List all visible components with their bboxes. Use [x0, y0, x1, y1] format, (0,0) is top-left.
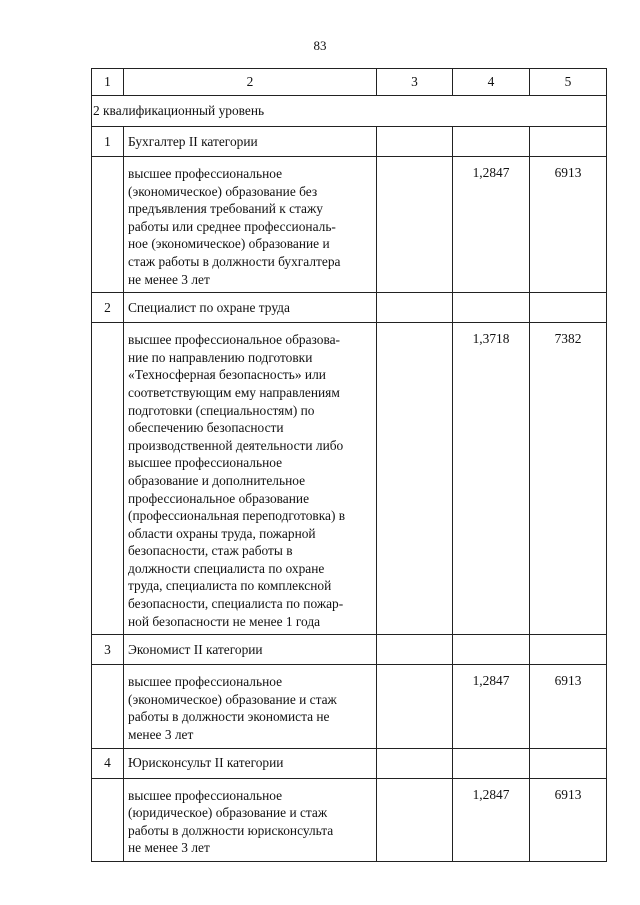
- position-name: Экономист II категории: [124, 635, 377, 665]
- coefficient-value: 1,2847: [453, 665, 530, 748]
- header-row: [92, 69, 607, 96]
- requirements-row: [92, 157, 607, 293]
- qualification-table: [91, 68, 607, 862]
- requirements-line: должности специалиста по охране: [128, 560, 325, 576]
- coefficient-value: 1,3718: [453, 323, 530, 635]
- empty-cell: [453, 635, 530, 665]
- requirements-line: работы в должности юрисконсульта: [128, 822, 334, 838]
- requirements-line: (профессиональная переподготовка) в: [128, 508, 346, 524]
- position-name: Бухгалтер II категории: [124, 127, 377, 157]
- requirements-line: профессиональное образование: [128, 490, 310, 506]
- requirements-text: [124, 157, 377, 293]
- requirements-line: не менее 3 лет: [128, 840, 210, 856]
- requirements-line: менее 3 лет: [128, 727, 194, 743]
- qualification-level-label: 2 квалификационный уровень: [92, 96, 607, 127]
- requirements-line: обеспечению безопасности: [128, 420, 284, 436]
- empty-cell: [530, 293, 607, 323]
- empty-cell: [377, 323, 453, 635]
- empty-cell: [530, 127, 607, 157]
- empty-cell: [377, 665, 453, 748]
- position-row: [92, 293, 607, 323]
- empty-cell: [453, 748, 530, 778]
- qualification-level-row: [92, 96, 607, 127]
- empty-cell: [92, 665, 124, 748]
- requirements-line: ние по направлению подготовки: [128, 349, 313, 365]
- salary-value: 6913: [530, 665, 607, 748]
- requirements-line: безопасности, специалиста по пожар-: [128, 596, 344, 612]
- requirements-line: образование и дополнительное: [128, 472, 306, 488]
- salary-value: 6913: [530, 778, 607, 861]
- empty-cell: [92, 778, 124, 861]
- empty-cell: [453, 293, 530, 323]
- header-cell: 4: [453, 69, 530, 96]
- position-row: [92, 635, 607, 665]
- requirements-line: предъявления требований к стажу: [128, 201, 323, 217]
- position-number: 1: [92, 127, 124, 157]
- coefficient-value: 1,2847: [453, 157, 530, 293]
- requirements-line: (юридическое) образование и стаж: [128, 805, 328, 821]
- position-row: [92, 127, 607, 157]
- empty-cell: [453, 127, 530, 157]
- salary-value: 7382: [530, 323, 607, 635]
- requirements-row: [92, 323, 607, 635]
- requirements-line: высшее профессиональное: [128, 166, 283, 181]
- requirements-line: стаж работы в должности бухгалтера: [128, 253, 341, 269]
- requirements-line: (экономическое) образование и стаж: [128, 691, 337, 707]
- empty-cell: [377, 157, 453, 293]
- requirements-line: соответствующим ему направлениям: [128, 384, 340, 400]
- empty-cell: [377, 635, 453, 665]
- requirements-line: высшее профессиональное образова-: [128, 332, 341, 348]
- empty-cell: [377, 293, 453, 323]
- requirements-line: высшее профессиональное: [128, 455, 283, 471]
- requirements-line: производственной деятельности либо: [128, 437, 344, 453]
- requirements-line: работы в должности экономиста не: [128, 709, 330, 725]
- position-number: 4: [92, 748, 124, 778]
- header-cell: 2: [124, 69, 377, 96]
- requirements-text: [124, 778, 377, 861]
- position-row: [92, 748, 607, 778]
- empty-cell: [92, 323, 124, 635]
- requirements-line: работы или среднее профессиональ-: [128, 218, 336, 234]
- requirements-line: подготовки (специальностям) по: [128, 402, 315, 418]
- salary-value: 6913: [530, 157, 607, 293]
- requirements-line: высшее профессиональное: [128, 787, 283, 803]
- position-name: Специалист по охране труда: [124, 293, 377, 323]
- empty-cell: [377, 127, 453, 157]
- requirements-line: «Техносферная безопасность» или: [128, 367, 326, 383]
- empty-cell: [530, 635, 607, 665]
- page-number: 83: [313, 38, 327, 53]
- position-name: Юрисконсульт II категории: [124, 748, 377, 778]
- header-cell: 1: [92, 69, 124, 96]
- position-number: 3: [92, 635, 124, 665]
- empty-cell: [377, 748, 453, 778]
- requirements-line: ной безопасности не менее 1 года: [128, 613, 321, 629]
- position-number: 2: [92, 293, 124, 323]
- requirements-line: (экономическое) образование без: [128, 183, 318, 199]
- requirements-line: высшее профессиональное: [128, 674, 283, 690]
- requirements-line: не менее 3 лет: [128, 271, 210, 287]
- requirements-text: [124, 323, 377, 635]
- header-cell: 5: [530, 69, 607, 96]
- coefficient-value: 1,2847: [453, 778, 530, 861]
- requirements-line: области охраны труда, пожарной: [128, 525, 316, 541]
- empty-cell: [377, 778, 453, 861]
- empty-cell: [92, 157, 124, 293]
- requirements-row: [92, 665, 607, 748]
- requirements-row: [92, 778, 607, 861]
- header-cell: 3: [377, 69, 453, 96]
- requirements-line: безопасности, стаж работы в: [128, 543, 293, 559]
- requirements-line: ное (экономическое) образование и: [128, 236, 330, 252]
- requirements-line: труда, специалиста по комплексной: [128, 578, 332, 594]
- empty-cell: [530, 748, 607, 778]
- requirements-text: [124, 665, 377, 748]
